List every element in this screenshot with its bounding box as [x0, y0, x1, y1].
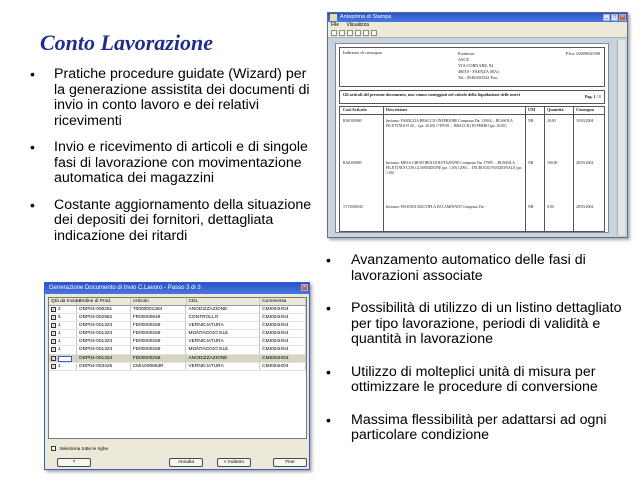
row-checkbox[interactable]: ✓	[52, 315, 56, 321]
minimize-icon[interactable]: _	[603, 14, 610, 21]
back-button[interactable]: < Indietro	[217, 458, 251, 467]
select-all-checkbox[interactable]: Seleziona tutte le righe	[51, 445, 108, 452]
print-preview-window	[327, 12, 628, 238]
window-controls	[603, 14, 626, 21]
list-item: • Invio e ricevimento di articoli e di singole fasi di lavorazione con movimentazione automatica dei magazzini	[30, 139, 308, 186]
zoom-button[interactable]	[371, 30, 377, 36]
finish-button[interactable]: Fine	[273, 458, 307, 467]
document-table: Cod.Articolo Descrizione UM Quantità Consegna RA0100000 Inviamo: FAMIGLIA BRACCIO INFERIORE Composto Da: 13004/... BUSSOLA FILETTATA Ø 20 ... (pz. 20,00) 1787018 ... BRACCIO IN FERRO (pz. 20,00) NR 20,00 10/03/2004 RA0200000 Inviamo: MESA GIRATORIA DI ROTAZIONE Composto Da: 17995 ... BUSSOLA FILETTATA CON GUARNIZIONE (pz. 1,00) 12091 ... INCROCIO FUNZIONALE (pz. 1,00) NR 100,00 28/03/2004 1TT1000043 Inviamo: PIASTRA MULTIPLA DI LAMINATO Composto Da: NR 8,00 28/03/2004	[339, 106, 605, 232]
preview-toolbar	[328, 29, 627, 38]
cancel-button[interactable]: Annulla	[169, 458, 203, 467]
dialog-buttons	[57, 458, 305, 467]
preview-page	[335, 43, 609, 233]
prev-page-button[interactable]	[347, 30, 353, 36]
bullet-icon: •	[326, 300, 331, 316]
row-checkbox[interactable]: ✓	[52, 307, 56, 312]
menu-bar	[328, 22, 627, 29]
document-header: Indirizzo di consegna Fornitore: ASCE VIA CORNARE, 84 48018 - FAENZA (RA) Tel.: 0546/603342 Fax: P.Iva: 02009020390	[339, 47, 605, 87]
right-bullet-list	[326, 253, 636, 461]
first-page-button[interactable]	[339, 30, 345, 36]
list-item: • Costante aggiornamento della situazione dei depositi dei fornitori, dettagliata indicazione dei ritardi	[30, 196, 312, 244]
list-item: • Massima flessibilità per adattarsi ad ogni particolare condizione	[326, 411, 607, 443]
row-checkbox[interactable]: ✓	[52, 331, 56, 337]
dialog-title: Generazione Documento di Invio C.Lavoro - Passo 3 di 3	[49, 285, 201, 291]
table-row[interactable]: ✓ 1 ODP04-001324 FD00000258 MONTAGGIO ELE CMI004HD4	[49, 346, 306, 354]
row-checkbox[interactable]: ✓	[52, 323, 56, 329]
preview-area	[331, 40, 615, 235]
list-item: • Pratiche procedure guidate (Wizard) per la generazione assistita dei documenti di invio in conto lavoro e dei relativi ricevimenti	[30, 66, 310, 129]
bullet-icon: •	[326, 411, 331, 428]
print-preview-title: Anteprima di Stampa	[340, 14, 392, 20]
data-grid	[48, 297, 307, 439]
checkbox-icon[interactable]	[51, 446, 56, 451]
row-checkbox[interactable]: ✓	[52, 339, 56, 345]
row-checkbox[interactable]: ✓	[52, 363, 56, 369]
last-page-button[interactable]	[363, 30, 369, 36]
bullet-icon: •	[326, 252, 331, 268]
table-row[interactable]: ✓ 1 ODP04-001324 FD00000258 MONTAGGIO ELE CMI004HD4	[49, 330, 306, 338]
menu-file[interactable]: File	[331, 22, 340, 28]
help-button[interactable]: ?	[57, 458, 91, 467]
window-controls	[301, 284, 308, 291]
menu-view[interactable]: Visualizza	[346, 22, 369, 28]
close-icon[interactable]: ×	[301, 284, 308, 291]
table-row[interactable]: ✓ 2 ODP04-006251 T0000001384 ANODIZZAZIONE CMI004HD4	[49, 306, 306, 314]
grid-header: Qtà da Inviare Ordine di Prod. Articolo CDL Commessa	[49, 298, 306, 306]
table-header: Cod.Articolo Descrizione UM Quantità Consegna	[340, 107, 604, 115]
quantity-input[interactable]	[58, 356, 72, 362]
close-icon[interactable]: ×	[619, 14, 626, 21]
row-checkbox[interactable]: ✓	[52, 347, 56, 353]
table-row[interactable]: ✓ 5 ODP04-002962 FR00000846 CONTROLLO CMI004HD4	[49, 314, 306, 322]
left-bullet-list	[30, 67, 320, 255]
maximize-icon[interactable]: □	[612, 14, 617, 20]
list-item: • Utilizzo di molteplici unità di misura per ottimizzare le procedure di conversione	[326, 363, 598, 395]
bullet-icon: •	[30, 66, 35, 82]
print-preview-titlebar	[328, 13, 627, 22]
printer-icon	[330, 14, 337, 21]
bullet-icon: •	[30, 139, 35, 155]
table-row-selected[interactable]: ✓ ODP04-001324 FD00000258 ANODIZZAZIONE CMI004HD4	[49, 355, 306, 363]
next-page-button[interactable]	[355, 30, 361, 36]
bullet-icon: •	[30, 196, 35, 213]
page-number: Pag. 1 / 1	[584, 94, 601, 99]
vertical-scrollbar[interactable]	[617, 40, 625, 235]
supplier-address: Fornitore: ASCE VIA CORNARE, 84 48018 - FAENZA (RA) Tel.: 0546/603342 Fax:	[458, 51, 499, 80]
row-checkbox[interactable]: ✓	[52, 355, 56, 361]
list-item: • Possibilità di utilizzo di un listino dettagliato per tipo lavorazione, periodi di validità e quantità in lavorazione	[326, 300, 622, 347]
table-row[interactable]: ✓ 1 ODP04-003425 CMI1000863R VERNICIATURA CMI004HD4	[49, 363, 306, 371]
slide-title: Conto Lavorazione	[40, 30, 213, 55]
bullet-icon: •	[326, 363, 331, 380]
wizard-dialog	[44, 282, 310, 470]
dialog-titlebar	[45, 283, 309, 294]
list-item: • Avanzamento automatico delle fasi di lavorazioni associate	[326, 252, 586, 284]
print-button[interactable]	[331, 30, 337, 36]
table-row[interactable]: ✓ 1 ODP04-001324 FD00000258 VERNICIATURA CMI004HD4	[49, 322, 306, 330]
table-row[interactable]: ✓ 1 ODP04-001324 FD00000258 VERNICIATURA CMI004HD4	[49, 338, 306, 346]
document-note: Gli articoli del presente documento, non vanno conteggiati nel calcolo della liquidazione delle merci Pag. 1 / 1	[339, 90, 605, 104]
